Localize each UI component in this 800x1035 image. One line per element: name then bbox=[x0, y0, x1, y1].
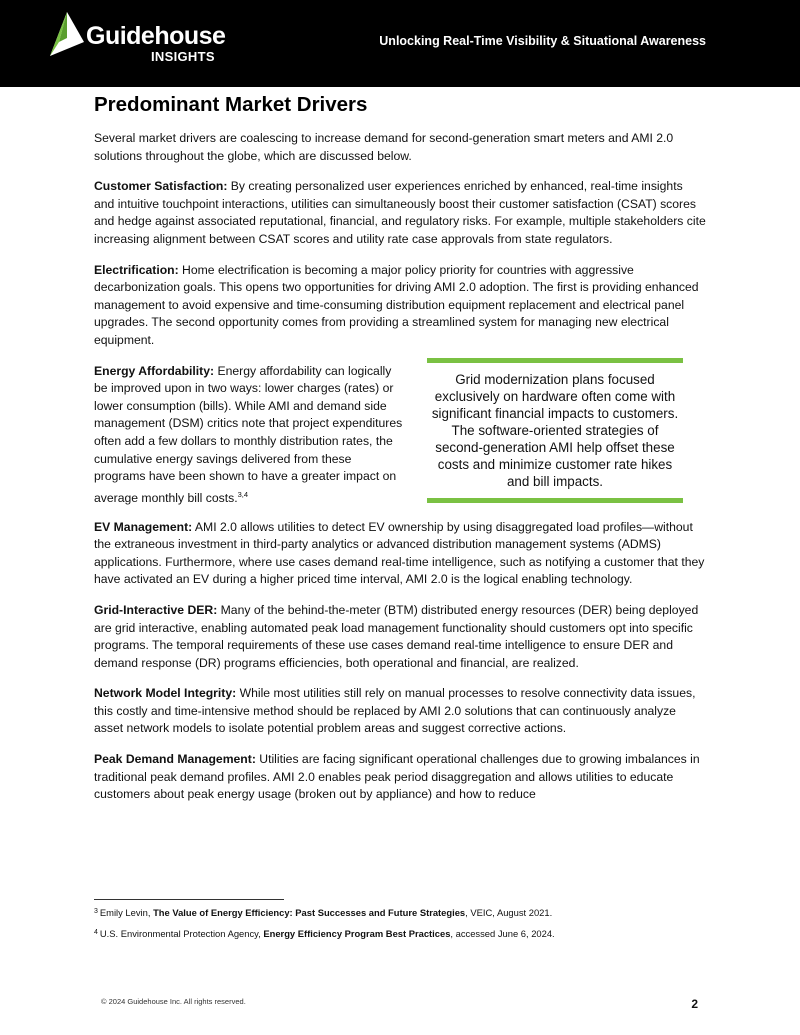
driver-label: EV Management: bbox=[94, 519, 193, 534]
driver-grid-interactive-der bbox=[94, 602, 706, 672]
driver-label: Grid-Interactive DER: bbox=[94, 602, 218, 617]
driver-customer-satisfaction bbox=[94, 178, 706, 248]
driver-label: Peak Demand Management: bbox=[94, 752, 256, 767]
logo-name: Guidehouse bbox=[86, 22, 226, 50]
page-number: 2 bbox=[691, 997, 698, 1011]
footnote-details: , accessed June 6, 2024. bbox=[450, 928, 555, 939]
footnote-author: Emily Levin, bbox=[99, 907, 154, 918]
driver-label: Energy Affordability: bbox=[94, 363, 215, 378]
page-title: Predominant Market Drivers bbox=[94, 93, 368, 116]
driver-text: AMI 2.0 allows utilities to detect EV ownership by using disaggregated load profiles—without the extraneous investment in third-party analytics or advanced distribution management systems (ADMS) applications. Furthermore, where use cases demand real-time intelligence, such as notifying a customer that they have activated an EV during a higher priced time interval, AMI 2.0 is the logical enabling technology. bbox=[94, 519, 705, 587]
driver-label: Network Model Integrity: bbox=[94, 686, 237, 701]
callout-box bbox=[427, 358, 683, 503]
affordability-section bbox=[94, 363, 706, 509]
footnote-source-title[interactable]: Energy Efficiency Program Best Practices bbox=[263, 928, 451, 939]
driver-ev-management bbox=[94, 519, 706, 589]
driver-electrification bbox=[94, 262, 706, 350]
footnote-author: U.S. Environmental Protection Agency, bbox=[99, 928, 264, 939]
driver-label: Customer Satisfaction: bbox=[94, 179, 228, 194]
callout-text: Grid modernization plans focused exclusively on hardware often come with significant financial impacts to customers. The software-oriented strategies of second-generation AMI help offset these costs and minimize customer rate hikes and bill impacts. bbox=[431, 371, 679, 489]
driver-peak-demand-management bbox=[94, 751, 706, 804]
driver-text: Energy affordability can logically be improved upon in two ways: lower charges (rates) or lower consumption (bills). While AMI and demand side management (DSM) critics note that project expenditures often add a few dollars to monthly distribution rates, the cumulative energy savings delivered from these programs have been shown to have a greater impact on average monthly bill costs. bbox=[94, 363, 403, 505]
driver-label: Electrification: bbox=[94, 262, 179, 277]
copyright: © 2024 Guidehouse Inc. All rights reserved. bbox=[101, 997, 246, 1006]
driver-text: While most utilities still rely on manual processes to resolve connectivity data issues, this costly and time-intensive method should be replaced by AMI 2.0 solutions that can continuously analyze asset network models to isolate potential problem areas and suggest corrective actions. bbox=[94, 686, 696, 736]
footnote-4 bbox=[94, 926, 714, 941]
intro-paragraph: Several market drivers are coalescing to increase demand for second-generation smart meters and AMI 2.0 solutions throughout the globe, which are discussed below. bbox=[94, 131, 674, 163]
guidehouse-triangle-logo-icon bbox=[50, 12, 84, 56]
driver-text: Utilities are facing significant operational challenges due to growing imbalances in traditional peak demand profiles. AMI 2.0 enables peak period disaggregation and allows utilities to educate customers about peak energy usage (broken out by appliance) and how to reduce bbox=[94, 752, 700, 802]
driver-text: Many of the behind-the-meter (BTM) distributed energy resources (DER) being deployed are grid interactive, enabling automated peak load management functionality should customers opt into specific programs. The temporal requirements of these use cases demand real-time intelligence to ensure DER and demand response (DR) programs efficiencies, both operational and financial, are realized. bbox=[94, 602, 699, 670]
driver-network-model-integrity bbox=[94, 685, 706, 738]
driver-energy-affordability bbox=[94, 363, 404, 508]
driver-text: Home electrification is becoming a major policy priority for countries with aggressive decarbonization goals. This opens two opportunities for driving AMI 2.0 adoption. The first is providing enhanced management to avoid expensive and time-consuming distribution equipment replacement and electrical panel upgrades. The second opportunity comes from providing a streamlined system for managing new electrical equipment. bbox=[94, 262, 699, 347]
page-header bbox=[0, 0, 800, 87]
footnote-reference[interactable]: 3,4 bbox=[237, 489, 249, 499]
main-content bbox=[94, 93, 706, 817]
footnote-3 bbox=[94, 905, 714, 920]
header-title: Unlocking Real-Time Visibility & Situational Awareness bbox=[379, 34, 706, 48]
footnote-divider bbox=[94, 899, 284, 900]
footnote-number: 3 bbox=[94, 908, 98, 915]
logo-subtitle: INSIGHTS bbox=[151, 49, 215, 64]
footnotes bbox=[94, 905, 714, 947]
footnote-number: 4 bbox=[94, 929, 98, 936]
footnote-source-title[interactable]: The Value of Energy Efficiency: Past Successes and Future Strategies bbox=[153, 907, 466, 918]
footnote-details: , VEIC, August 2021. bbox=[465, 907, 553, 918]
driver-text: By creating personalized user experiences enriched by enhanced, real-time insights and intuitive touchpoint interactions, utilities can simultaneously boost their customer satisfaction (CSAT) scores and hedge against associated reputational, financial, and regulatory risks. For example, multiple stakeholders cite increasing alignment between CSAT scores and utility rate case approvals from state regulators. bbox=[94, 179, 706, 246]
